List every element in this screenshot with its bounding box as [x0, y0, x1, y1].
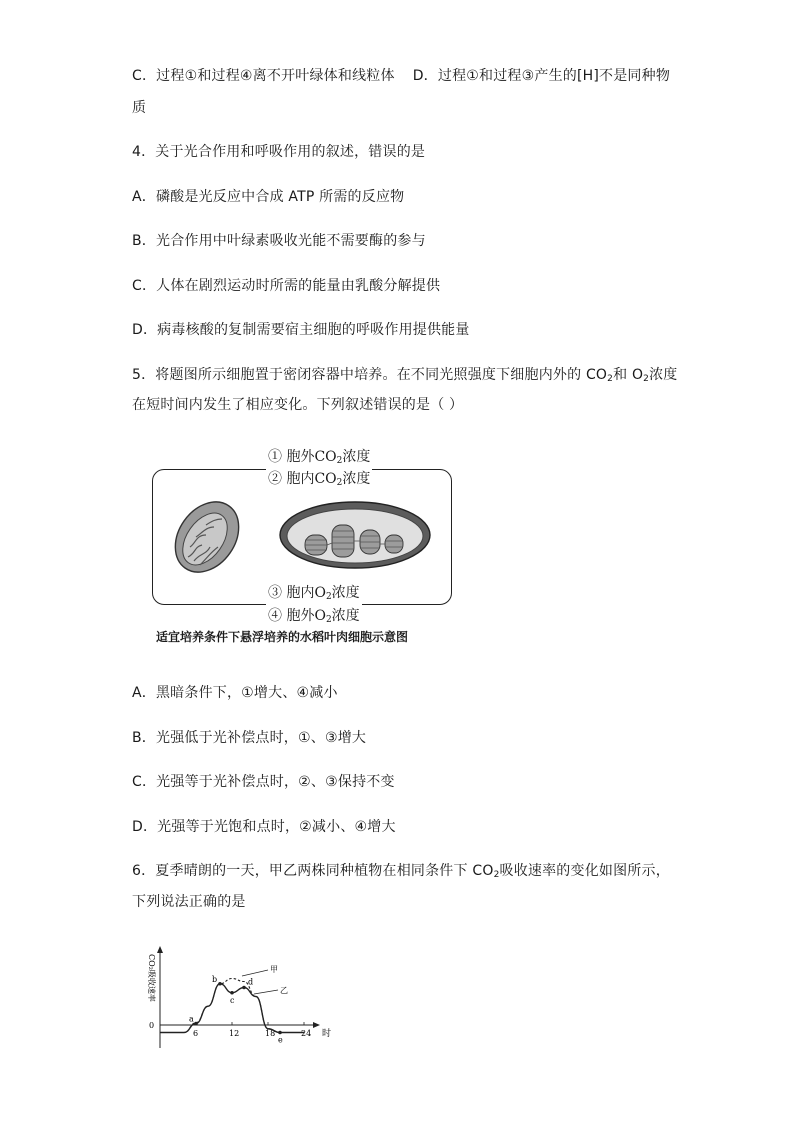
q5-option-c: C．光强等于光补偿点时，②、③保持不变	[132, 774, 395, 790]
q5-option-a: A．黑暗条件下，①增大、④减小	[132, 685, 338, 701]
mitochondrion-icon	[162, 490, 251, 584]
q4-option-d: D．病毒核酸的复制需要宿主细胞的呼吸作用提供能量	[132, 322, 470, 338]
point-label-e: e	[278, 1035, 283, 1045]
co2-chart-svg	[140, 944, 330, 1054]
y-axis-arrow-icon	[157, 946, 163, 953]
chloroplast-icon	[280, 502, 430, 568]
data-point-c	[230, 991, 234, 995]
figure-caption: 适宜培养条件下悬浮培养的水稻叶肉细胞示意图	[156, 630, 409, 644]
q6-co2-chart	[140, 944, 330, 1054]
label-4: ④ 胞外$O_2$浓度	[266, 608, 362, 629]
legend-yi-leader	[254, 990, 278, 994]
q6-stem-line1: 6．夏季晴朗的一天，甲乙两株同种植物在相同条件下 $CO_2$吸收速率的变化如图所示，	[132, 863, 670, 880]
legend-jia: 甲	[270, 965, 278, 974]
point-label-a: a	[189, 1014, 194, 1024]
q3-option-d-continuation: 质	[132, 100, 147, 116]
data-point-a	[194, 1022, 198, 1026]
x-axis-arrow-icon	[313, 1022, 320, 1028]
cell-organelles-art	[160, 495, 440, 580]
x-tick-label: 6	[193, 1029, 199, 1038]
label-2: ② 胞内$CO_2$浓度	[266, 471, 372, 492]
x-axis-label: 时	[322, 1029, 332, 1039]
x-tick-label: 18	[265, 1029, 276, 1038]
x-tick-label: 12	[229, 1029, 240, 1038]
q3-option-d: D．过程①和过程③产生的[H]不是同种物	[412, 68, 671, 84]
x-tick-label: 24	[301, 1029, 312, 1038]
y-zero-label: 0	[149, 1021, 155, 1030]
legend-yi: 乙	[280, 986, 288, 995]
label-3: ③ 胞内$O_2$浓度	[266, 585, 362, 606]
q5-cell-figure	[150, 445, 455, 655]
q3-options-cd	[132, 67, 670, 85]
q5-stem-line2: 在短时间内发生了相应变化。下列叙述错误的是（ ）	[132, 397, 464, 413]
q5-option-d: D．光强等于光饱和点时，②减小、④增大	[132, 819, 396, 835]
data-point-e	[278, 1031, 282, 1035]
y-axis-label: CO₂吸收速率	[147, 954, 156, 1002]
data-point-d	[242, 986, 246, 990]
point-label-d: d	[248, 977, 254, 987]
point-label-b: b	[212, 974, 218, 984]
q3-option-c: C．过程①和过程④离不开叶绿体和线粒体	[132, 68, 395, 84]
q6-stem-line2: 下列说法正确的是	[132, 894, 246, 910]
q5-stem-line1: 5．将题图所示细胞置于密闭容器中培养。在不同光照强度下细胞内外的 $CO_2$和 $O_2$浓度	[132, 367, 678, 384]
q4-option-c: C．人体在剧烈运动时所需的能量由乳酸分解提供	[132, 278, 441, 294]
data-point-b	[218, 982, 222, 986]
label-1: ① 胞外$CO_2$浓度	[266, 449, 372, 470]
q5-option-b: B．光强低于光补偿点时，①、③增大	[132, 730, 367, 746]
point-label-c: c	[230, 995, 235, 1005]
q4-option-a: A．磷酸是光反应中合成 ATP 所需的反应物	[132, 189, 405, 205]
q4-option-b: B．光合作用中叶绿素吸收光能不需要酶的参与	[132, 233, 426, 249]
q4-stem: 4．关于光合作用和呼吸作用的叙述，错误的是	[132, 144, 426, 160]
legend-jia-leader	[242, 970, 268, 976]
